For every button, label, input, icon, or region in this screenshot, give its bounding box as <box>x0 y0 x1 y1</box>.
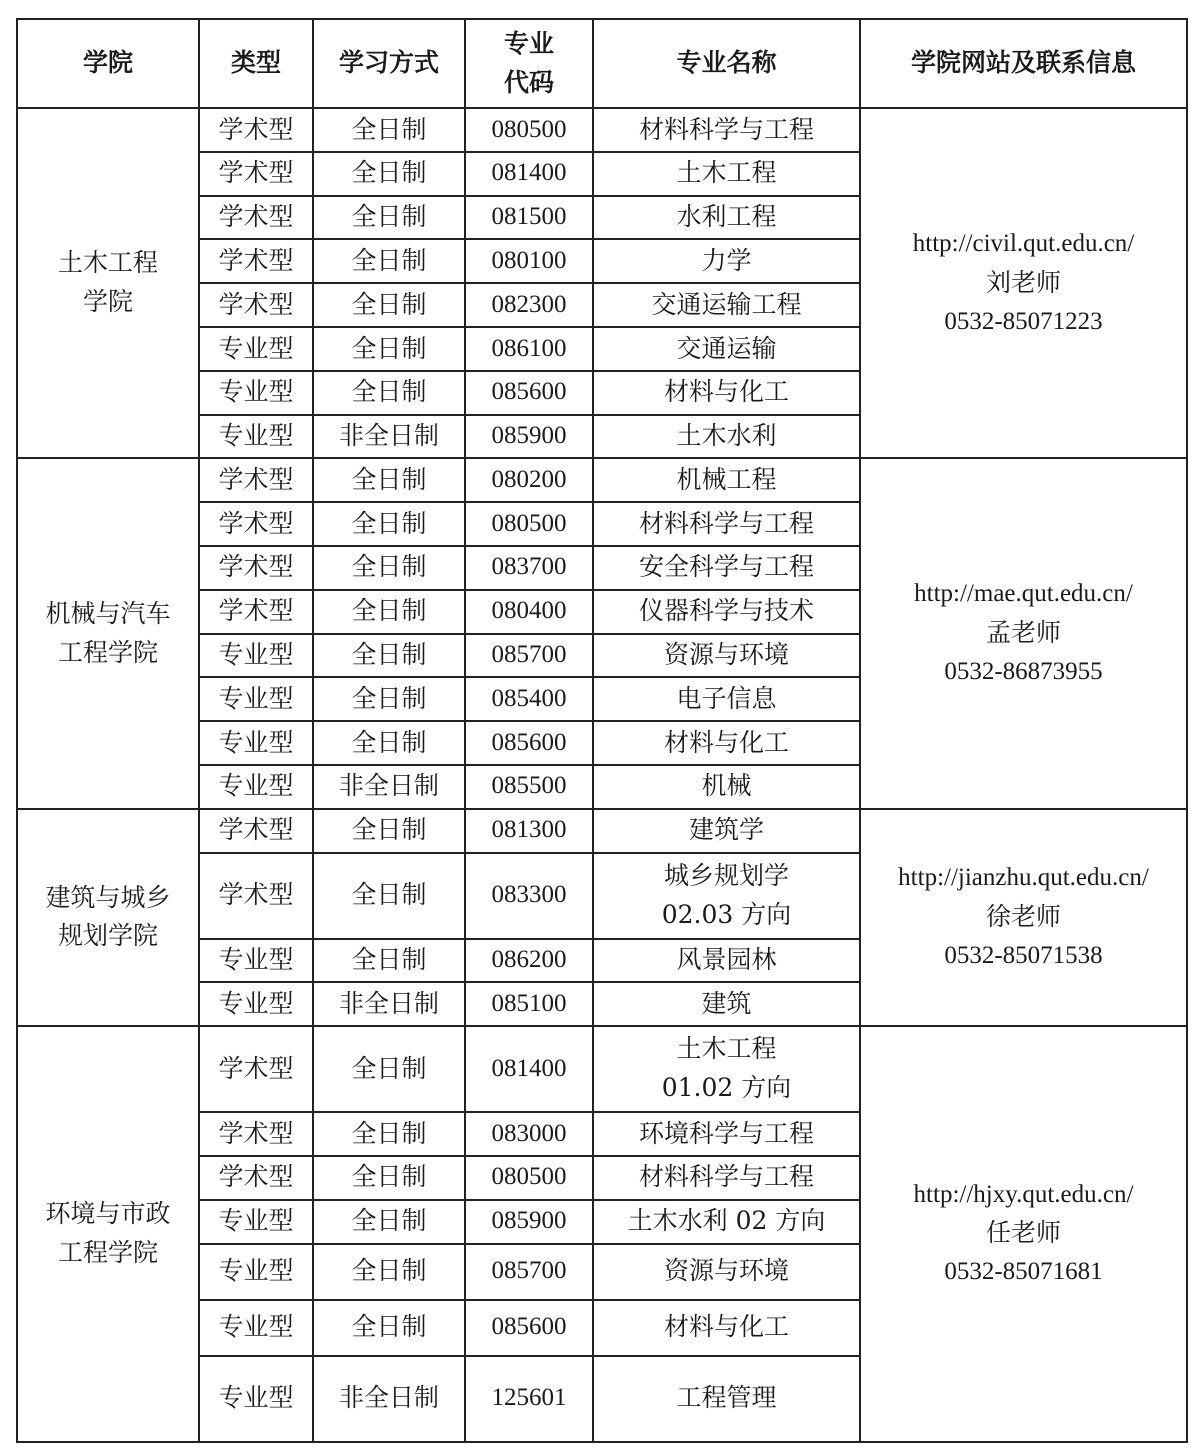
major-cell: 建筑学 <box>593 809 860 853</box>
programs-table <box>16 18 1188 1443</box>
college-name-line2: 学院 <box>82 287 133 317</box>
type-cell: 学术型 <box>199 590 313 634</box>
college-website-link[interactable]: http://mae.qut.edu.cn/ <box>914 580 1133 608</box>
code-cell: 081500 <box>465 196 593 240</box>
college-name-line1: 建筑与城乡 <box>45 882 171 912</box>
college-website-link[interactable]: http://civil.qut.edu.cn/ <box>912 230 1135 258</box>
contact-cell <box>860 108 1187 458</box>
type-cell: 学术型 <box>199 1156 313 1200</box>
type-cell: 学术型 <box>199 152 313 196</box>
mode-cell: 全日制 <box>313 939 465 983</box>
code-cell: 083000 <box>465 1112 593 1156</box>
major-cell: 材料与化工 <box>593 371 860 415</box>
contact-phone: 0532-85071538 <box>944 941 1103 969</box>
code-cell: 080400 <box>465 590 593 634</box>
header-type: 类型 <box>199 19 313 108</box>
header-mode: 学习方式 <box>313 19 465 108</box>
major-name-line1: 城乡规划学 <box>663 860 789 890</box>
major-cell: 机械工程 <box>593 458 860 502</box>
mode-cell: 全日制 <box>313 546 465 590</box>
mode-cell: 全日制 <box>313 677 465 721</box>
type-cell: 学术型 <box>199 502 313 546</box>
table-row <box>17 458 1187 502</box>
major-cell: 材料科学与工程 <box>593 1156 860 1200</box>
major-cell: 材料与化工 <box>593 721 860 765</box>
code-cell: 080100 <box>465 239 593 283</box>
mode-cell: 全日制 <box>313 590 465 634</box>
college-name-line1: 环境与市政 <box>45 1199 171 1229</box>
type-cell: 学术型 <box>199 1112 313 1156</box>
major-cell: 力学 <box>593 239 860 283</box>
contact-cell <box>860 1026 1187 1441</box>
college-cell <box>17 1026 199 1441</box>
contact-teacher: 孟老师 <box>985 618 1061 648</box>
type-cell: 专业型 <box>199 415 313 459</box>
college-website-link[interactable]: http://jianzhu.qut.edu.cn/ <box>898 864 1149 892</box>
college-cell <box>17 809 199 1026</box>
code-cell: 082300 <box>465 283 593 327</box>
type-cell: 专业型 <box>199 1244 313 1300</box>
mode-cell: 全日制 <box>313 809 465 853</box>
table-row <box>17 1026 1187 1112</box>
code-cell: 080500 <box>465 108 593 152</box>
major-cell: 工程管理 <box>593 1356 860 1442</box>
type-cell: 专业型 <box>199 677 313 721</box>
major-cell <box>593 853 860 939</box>
table-row <box>17 809 1187 853</box>
code-cell: 083300 <box>465 853 593 939</box>
mode-cell: 全日制 <box>313 1300 465 1356</box>
major-cell: 仪器科学与技术 <box>593 590 860 634</box>
mode-cell: 全日制 <box>313 239 465 283</box>
mode-cell: 全日制 <box>313 283 465 327</box>
contact-phone: 0532-85071223 <box>944 307 1103 335</box>
college-name-line2: 规划学院 <box>57 921 158 951</box>
table-row <box>17 108 1187 152</box>
mode-cell: 全日制 <box>313 1026 465 1112</box>
mode-cell: 全日制 <box>313 1244 465 1300</box>
header-row <box>17 19 1187 108</box>
code-cell: 085900 <box>465 1200 593 1244</box>
major-cell: 交通运输工程 <box>593 283 860 327</box>
contact-teacher: 任老师 <box>985 1218 1061 1248</box>
code-cell: 085400 <box>465 677 593 721</box>
type-cell: 专业型 <box>199 765 313 809</box>
major-name-line2: 02.03 方向 <box>661 899 792 929</box>
code-cell: 081400 <box>465 152 593 196</box>
mode-cell: 非全日制 <box>313 1356 465 1442</box>
code-cell: 085700 <box>465 1244 593 1300</box>
type-cell: 专业型 <box>199 327 313 371</box>
major-cell: 材料与化工 <box>593 1300 860 1356</box>
code-cell: 080500 <box>465 502 593 546</box>
major-cell: 环境科学与工程 <box>593 1112 860 1156</box>
college-cell <box>17 458 199 808</box>
code-cell: 086100 <box>465 327 593 371</box>
code-cell: 083700 <box>465 546 593 590</box>
mode-cell: 全日制 <box>313 196 465 240</box>
type-cell: 专业型 <box>199 982 313 1026</box>
header-contact: 学院网站及联系信息 <box>860 19 1187 108</box>
header-code-line1: 专业 <box>503 28 554 58</box>
major-cell: 资源与环境 <box>593 1244 860 1300</box>
major-cell: 水利工程 <box>593 196 860 240</box>
mode-cell: 全日制 <box>313 152 465 196</box>
mode-cell: 全日制 <box>313 502 465 546</box>
type-cell: 学术型 <box>199 546 313 590</box>
major-cell <box>593 1026 860 1112</box>
mode-cell: 全日制 <box>313 853 465 939</box>
type-cell: 专业型 <box>199 939 313 983</box>
mode-cell: 全日制 <box>313 327 465 371</box>
code-cell: 080200 <box>465 458 593 502</box>
major-cell: 土木工程 <box>593 152 860 196</box>
college-name-line2: 工程学院 <box>57 637 158 667</box>
contact-cell <box>860 458 1187 808</box>
type-cell: 学术型 <box>199 458 313 502</box>
code-cell: 080500 <box>465 1156 593 1200</box>
major-cell: 材料科学与工程 <box>593 502 860 546</box>
college-cell <box>17 108 199 458</box>
header-code-line2: 代码 <box>503 67 554 97</box>
mode-cell: 全日制 <box>313 458 465 502</box>
header-major: 专业名称 <box>593 19 860 108</box>
major-name-line1: 土木工程 <box>676 1034 777 1064</box>
mode-cell: 非全日制 <box>313 982 465 1026</box>
major-cell: 建筑 <box>593 982 860 1026</box>
code-cell: 085700 <box>465 634 593 678</box>
contact-phone: 0532-85071681 <box>944 1258 1103 1286</box>
type-cell: 学术型 <box>199 853 313 939</box>
college-website-link[interactable]: http://hjxy.qut.edu.cn/ <box>913 1180 1134 1208</box>
header-college: 学院 <box>17 19 199 108</box>
major-cell: 土木水利 02 方向 <box>593 1200 860 1244</box>
mode-cell: 全日制 <box>313 1112 465 1156</box>
major-cell: 机械 <box>593 765 860 809</box>
type-cell: 专业型 <box>199 634 313 678</box>
code-cell: 085500 <box>465 765 593 809</box>
mode-cell: 全日制 <box>313 371 465 415</box>
major-cell: 风景园林 <box>593 939 860 983</box>
code-cell: 081300 <box>465 809 593 853</box>
header-code <box>465 19 593 108</box>
type-cell: 专业型 <box>199 1200 313 1244</box>
type-cell: 学术型 <box>199 283 313 327</box>
contact-phone: 0532-86873955 <box>944 657 1103 685</box>
code-cell: 125601 <box>465 1356 593 1442</box>
code-cell: 085900 <box>465 415 593 459</box>
mode-cell: 非全日制 <box>313 765 465 809</box>
major-cell: 资源与环境 <box>593 634 860 678</box>
major-cell: 材料科学与工程 <box>593 108 860 152</box>
college-name-line1: 土木工程 <box>57 248 158 278</box>
major-cell: 安全科学与工程 <box>593 546 860 590</box>
mode-cell: 全日制 <box>313 721 465 765</box>
contact-teacher: 徐老师 <box>985 902 1061 932</box>
college-name-line1: 机械与汽车 <box>45 598 171 628</box>
type-cell: 专业型 <box>199 371 313 415</box>
college-name-line2: 工程学院 <box>57 1237 158 1267</box>
type-cell: 专业型 <box>199 1300 313 1356</box>
mode-cell: 全日制 <box>313 108 465 152</box>
type-cell: 专业型 <box>199 1356 313 1442</box>
code-cell: 085600 <box>465 721 593 765</box>
contact-cell <box>860 809 1187 1026</box>
major-name-line2: 01.02 方向 <box>661 1073 792 1103</box>
code-cell: 085100 <box>465 982 593 1026</box>
code-cell: 085600 <box>465 371 593 415</box>
code-cell: 081400 <box>465 1026 593 1112</box>
contact-teacher: 刘老师 <box>985 267 1061 297</box>
mode-cell: 全日制 <box>313 1156 465 1200</box>
type-cell: 学术型 <box>199 196 313 240</box>
mode-cell: 非全日制 <box>313 415 465 459</box>
major-cell: 交通运输 <box>593 327 860 371</box>
type-cell: 学术型 <box>199 239 313 283</box>
code-cell: 085600 <box>465 1300 593 1356</box>
type-cell: 专业型 <box>199 721 313 765</box>
type-cell: 学术型 <box>199 809 313 853</box>
type-cell: 学术型 <box>199 1026 313 1112</box>
mode-cell: 全日制 <box>313 1200 465 1244</box>
code-cell: 086200 <box>465 939 593 983</box>
major-cell: 土木水利 <box>593 415 860 459</box>
type-cell: 学术型 <box>199 108 313 152</box>
major-cell: 电子信息 <box>593 677 860 721</box>
mode-cell: 全日制 <box>313 634 465 678</box>
